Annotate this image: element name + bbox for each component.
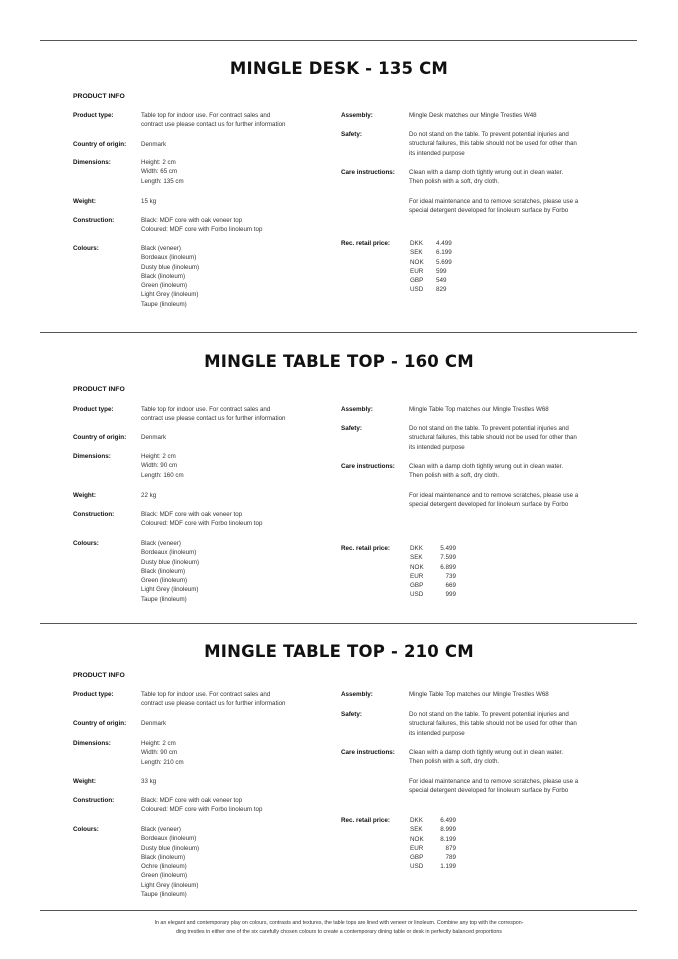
price-list bbox=[410, 239, 462, 295]
colour-item: Black (veneer) bbox=[141, 540, 181, 547]
construction-value bbox=[141, 216, 262, 235]
price-amount: 4.499 bbox=[436, 240, 452, 247]
construction-label: Construction: bbox=[73, 511, 115, 518]
colours-value bbox=[141, 825, 199, 899]
currency-code: GBP bbox=[410, 854, 424, 862]
colour-item: Green (linoleum) bbox=[141, 872, 188, 880]
text-line: Clean with a damp cloth tightly wrung out in clean water. bbox=[409, 463, 564, 470]
price-amount: 6.199 bbox=[436, 249, 452, 257]
currency-code: NOK bbox=[410, 563, 424, 571]
text-line: Length: 160 cm bbox=[141, 471, 184, 479]
care-label: Care instructions: bbox=[341, 463, 395, 470]
price-row bbox=[410, 825, 456, 834]
colour-item: Dusty blue (linoleum) bbox=[141, 558, 200, 566]
price-amount: 8.999 bbox=[440, 826, 456, 834]
care-value bbox=[409, 462, 563, 481]
product-type-value bbox=[141, 690, 285, 709]
price-amount: 5.699 bbox=[436, 258, 452, 266]
text-line: Do not stand on the table. To prevent potential injuries and bbox=[409, 131, 569, 138]
colours-value bbox=[141, 244, 199, 309]
text-line: Height: 2 cm bbox=[141, 159, 176, 166]
colour-item: Bordeaux (linoleum) bbox=[141, 254, 197, 262]
maintenance-note bbox=[409, 197, 578, 216]
footer-line: In an elegant and contemporary play on colours, contrasts and textures, the table tops are lined with veneer or linoleum. Combine any top with the correspon- bbox=[154, 920, 524, 926]
price-amount: 739 bbox=[445, 572, 456, 580]
footer-line: ding trestles in either one of the six carefully chosen colours to create a contemporary dining table or desk in perfectly balanced proportions bbox=[176, 928, 502, 935]
weight-value bbox=[141, 777, 156, 786]
text-line: its intended purpose bbox=[409, 729, 465, 737]
text-line: its intended purpose bbox=[409, 443, 465, 451]
currency-code: GBP bbox=[410, 582, 424, 590]
product-info-heading: PRODUCT INFO bbox=[73, 672, 125, 679]
price-row bbox=[410, 862, 456, 871]
colours-label: Colours: bbox=[73, 540, 99, 547]
colour-item: Black (linoleum) bbox=[141, 272, 186, 280]
price-row bbox=[410, 853, 456, 862]
price-row bbox=[410, 544, 456, 553]
text-line: Table top for indoor use. For contract sales and bbox=[141, 406, 271, 413]
price-list bbox=[410, 544, 456, 600]
colours-label: Colours: bbox=[73, 245, 99, 252]
price-amount: 789 bbox=[445, 854, 456, 862]
construction-label: Construction: bbox=[73, 797, 115, 804]
country-value bbox=[141, 719, 166, 728]
text-line: Black: MDF core with oak veneer top bbox=[141, 217, 243, 224]
text-line: Denmark bbox=[141, 141, 167, 148]
assembly-label: Assembly: bbox=[341, 112, 373, 119]
colours-label: Colours: bbox=[73, 826, 99, 833]
product-type-value bbox=[141, 111, 285, 130]
text-line: Length: 210 cm bbox=[141, 758, 184, 766]
price-label: Rec. retail price: bbox=[341, 545, 390, 552]
price-amount: 1.199 bbox=[440, 863, 456, 871]
text-line: special detergent developed for linoleum surface by Forbo bbox=[409, 501, 569, 509]
text-line: Table top for indoor use. For contract sales and bbox=[141, 112, 271, 119]
footer-note bbox=[80, 919, 598, 936]
assembly-value bbox=[409, 405, 549, 414]
care-label: Care instructions: bbox=[341, 169, 395, 176]
text-line: Mingle Desk matches our Mingle Trestles W48 bbox=[409, 112, 537, 119]
currency-code: DKK bbox=[410, 817, 423, 824]
price-row bbox=[410, 572, 456, 581]
text-line: Black: MDF core with oak veneer top bbox=[141, 511, 243, 518]
price-row bbox=[410, 276, 462, 285]
text-line: structural failures, this table should not be used for other than bbox=[409, 434, 577, 442]
text-line: 22 kg bbox=[141, 492, 157, 499]
divider-1 bbox=[40, 332, 637, 333]
divider-top bbox=[40, 40, 637, 41]
price-row bbox=[410, 581, 456, 590]
text-line: Coloured: MDF core with Forbo linoleum top bbox=[141, 226, 263, 234]
currency-code: DKK bbox=[410, 240, 423, 247]
product-info-heading: PRODUCT INFO bbox=[73, 93, 125, 100]
text-line: Clean with a damp cloth tightly wrung out in clean water. bbox=[409, 169, 564, 176]
care-value bbox=[409, 748, 563, 767]
text-line: Mingle Table Top matches our Mingle Trestles W68 bbox=[409, 406, 549, 413]
section-title: MINGLE TABLE TOP - 160 CM bbox=[204, 352, 474, 371]
price-amount: 5.499 bbox=[440, 545, 456, 552]
price-row bbox=[410, 267, 462, 276]
section-title: MINGLE TABLE TOP - 210 CM bbox=[204, 642, 474, 661]
price-amount: 669 bbox=[445, 582, 456, 590]
text-line: Denmark bbox=[141, 720, 167, 727]
text-line: Then polish with a soft, dry cloth. bbox=[409, 472, 500, 480]
price-amount: 8.199 bbox=[440, 835, 456, 843]
safety-value bbox=[409, 710, 577, 738]
price-row bbox=[410, 835, 456, 844]
colour-item: Dusty blue (linoleum) bbox=[141, 844, 200, 852]
dimensions-label: Dimensions: bbox=[73, 453, 111, 460]
care-value bbox=[409, 168, 563, 187]
text-line: Width: 65 cm bbox=[141, 168, 178, 176]
price-amount: 879 bbox=[445, 844, 456, 852]
country-value bbox=[141, 433, 166, 442]
text-line: Clean with a damp cloth tightly wrung out in clean water. bbox=[409, 749, 564, 756]
text-line: Black: MDF core with oak veneer top bbox=[141, 797, 243, 804]
care-label: Care instructions: bbox=[341, 749, 395, 756]
colour-item: Black (linoleum) bbox=[141, 567, 186, 575]
construction-value bbox=[141, 510, 262, 529]
colours-value bbox=[141, 539, 199, 604]
assembly-label: Assembly: bbox=[341, 406, 373, 413]
currency-code: USD bbox=[410, 591, 424, 599]
text-line: Then polish with a soft, dry cloth. bbox=[409, 758, 500, 766]
dimensions-value bbox=[141, 452, 184, 480]
text-line: Coloured: MDF core with Forbo linoleum top bbox=[141, 520, 263, 528]
text-line: Height: 2 cm bbox=[141, 453, 176, 460]
price-row bbox=[410, 248, 462, 257]
price-row bbox=[410, 258, 462, 267]
currency-code: GBP bbox=[410, 277, 424, 285]
price-amount: 7.599 bbox=[440, 554, 456, 562]
price-amount: 6.899 bbox=[440, 563, 456, 571]
weight-value bbox=[141, 491, 156, 500]
text-line: 15 kg bbox=[141, 198, 157, 205]
text-line: contract use please contact us for further information bbox=[141, 121, 286, 129]
colour-item: Black (linoleum) bbox=[141, 853, 186, 861]
text-line: structural failures, this table should not be used for other than bbox=[409, 720, 577, 728]
colour-item: Black (veneer) bbox=[141, 826, 181, 833]
divider-bottom bbox=[40, 910, 637, 911]
country-label: Country of origin: bbox=[73, 141, 127, 148]
text-line: special detergent developed for linoleum surface by Forbo bbox=[409, 207, 569, 215]
currency-code: USD bbox=[410, 286, 424, 294]
assembly-value bbox=[409, 111, 537, 120]
product-type-value bbox=[141, 405, 285, 424]
text-line: For ideal maintenance and to remove scratches, please use a bbox=[409, 198, 579, 205]
colour-item: Taupe (linoleum) bbox=[141, 595, 187, 603]
text-line: Width: 90 cm bbox=[141, 749, 178, 757]
country-label: Country of origin: bbox=[73, 720, 127, 727]
text-line: special detergent developed for linoleum surface by Forbo bbox=[409, 787, 569, 795]
divider-2 bbox=[40, 623, 637, 624]
weight-value bbox=[141, 197, 156, 206]
colour-item: Black (veneer) bbox=[141, 245, 181, 252]
text-line: Table top for indoor use. For contract sales and bbox=[141, 691, 271, 698]
product-type-label: Product type: bbox=[73, 406, 114, 413]
currency-code: SEK bbox=[410, 826, 423, 834]
weight-label: Weight: bbox=[73, 778, 96, 785]
price-amount: 6.499 bbox=[440, 817, 456, 824]
safety-value bbox=[409, 424, 577, 452]
colour-item: Green (linoleum) bbox=[141, 577, 188, 585]
dimensions-label: Dimensions: bbox=[73, 159, 111, 166]
text-line: Coloured: MDF core with Forbo linoleum top bbox=[141, 806, 263, 814]
colour-item: Ochre (linoleum) bbox=[141, 863, 187, 871]
currency-code: SEK bbox=[410, 554, 423, 562]
text-line: Do not stand on the table. To prevent potential injuries and bbox=[409, 425, 569, 432]
colour-item: Light Grey (linoleum) bbox=[141, 881, 199, 889]
construction-value bbox=[141, 796, 262, 815]
text-line: Denmark bbox=[141, 434, 167, 441]
safety-label: Safety: bbox=[341, 131, 362, 138]
colour-item: Green (linoleum) bbox=[141, 282, 188, 290]
text-line: contract use please contact us for further information bbox=[141, 700, 286, 708]
weight-label: Weight: bbox=[73, 198, 96, 205]
price-list bbox=[410, 816, 456, 872]
safety-label: Safety: bbox=[341, 425, 362, 432]
colour-item: Light Grey (linoleum) bbox=[141, 291, 199, 299]
currency-code: USD bbox=[410, 863, 424, 871]
text-line: Mingle Table Top matches our Mingle Trestles W68 bbox=[409, 691, 549, 698]
price-row bbox=[410, 816, 456, 825]
country-label: Country of origin: bbox=[73, 434, 127, 441]
colour-item: Bordeaux (linoleum) bbox=[141, 835, 197, 843]
dimensions-label: Dimensions: bbox=[73, 740, 111, 747]
maintenance-note bbox=[409, 777, 578, 796]
text-line: Length: 135 cm bbox=[141, 177, 184, 185]
text-line: For ideal maintenance and to remove scratches, please use a bbox=[409, 492, 579, 499]
price-amount: 829 bbox=[436, 286, 447, 294]
colour-item: Taupe (linoleum) bbox=[141, 891, 187, 899]
construction-label: Construction: bbox=[73, 217, 115, 224]
dimensions-value bbox=[141, 158, 184, 186]
price-amount: 549 bbox=[436, 277, 447, 285]
text-line: contract use please contact us for further information bbox=[141, 415, 286, 423]
currency-code: DKK bbox=[410, 545, 423, 552]
currency-code: EUR bbox=[410, 844, 424, 852]
text-line: For ideal maintenance and to remove scratches, please use a bbox=[409, 778, 579, 785]
product-type-label: Product type: bbox=[73, 112, 114, 119]
dimensions-value bbox=[141, 739, 184, 767]
currency-code: SEK bbox=[410, 249, 423, 257]
currency-code: NOK bbox=[410, 835, 424, 843]
price-row bbox=[410, 553, 456, 562]
currency-code: EUR bbox=[410, 267, 424, 275]
assembly-label: Assembly: bbox=[341, 691, 373, 698]
price-label: Rec. retail price: bbox=[341, 817, 390, 824]
text-line: Do not stand on the table. To prevent potential injuries and bbox=[409, 711, 569, 718]
safety-value bbox=[409, 130, 577, 158]
maintenance-note bbox=[409, 491, 578, 510]
price-amount: 599 bbox=[436, 267, 447, 275]
price-row bbox=[410, 844, 456, 853]
colour-item: Dusty blue (linoleum) bbox=[141, 263, 200, 271]
colour-item: Taupe (linoleum) bbox=[141, 300, 187, 308]
product-type-label: Product type: bbox=[73, 691, 114, 698]
text-line: Width: 90 cm bbox=[141, 462, 178, 470]
country-value bbox=[141, 140, 166, 149]
price-amount: 999 bbox=[445, 591, 456, 599]
weight-label: Weight: bbox=[73, 492, 96, 499]
colour-item: Light Grey (linoleum) bbox=[141, 586, 199, 594]
price-row bbox=[410, 590, 456, 599]
text-line: 33 kg bbox=[141, 778, 157, 785]
text-line: Height: 2 cm bbox=[141, 740, 176, 747]
text-line: Then polish with a soft, dry cloth. bbox=[409, 178, 500, 186]
price-row bbox=[410, 563, 456, 572]
assembly-value bbox=[409, 690, 549, 699]
section-title: MINGLE DESK - 135 CM bbox=[229, 59, 449, 78]
product-info-heading: PRODUCT INFO bbox=[73, 386, 125, 393]
currency-code: EUR bbox=[410, 572, 424, 580]
currency-code: NOK bbox=[410, 258, 424, 266]
colour-item: Bordeaux (linoleum) bbox=[141, 549, 197, 557]
text-line: structural failures, this table should not be used for other than bbox=[409, 140, 577, 148]
price-row bbox=[410, 239, 462, 248]
text-line: its intended purpose bbox=[409, 149, 465, 157]
price-row bbox=[410, 285, 462, 294]
safety-label: Safety: bbox=[341, 711, 362, 718]
price-label: Rec. retail price: bbox=[341, 240, 390, 247]
